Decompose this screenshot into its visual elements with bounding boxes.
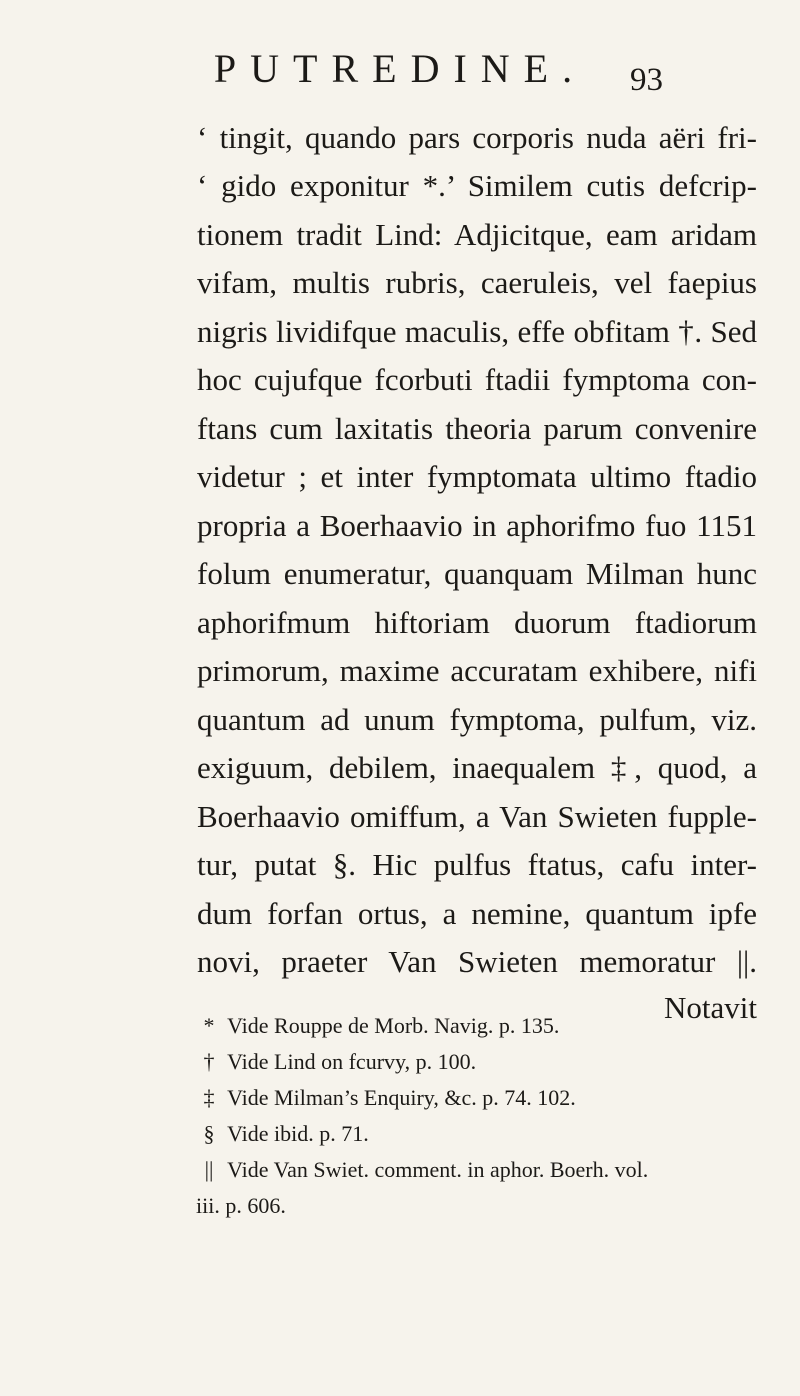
text-line: primorum, maxime accuratam exhibere, nifi xyxy=(197,653,757,688)
text-line: ‘ tingit, quando pars corporis nuda aëri fri- xyxy=(197,120,757,155)
text-line: aphorifmum hiftoriam duorum ftadiorum xyxy=(197,605,757,640)
footnote-mark: ‡ xyxy=(203,1085,215,1110)
text-line: novi, praeter Van Swieten memoratur ||. xyxy=(197,944,757,979)
footnote-mark: * xyxy=(203,1013,215,1038)
footnote-mark: † xyxy=(203,1049,215,1074)
footnote-mark: § xyxy=(203,1121,215,1146)
text-line: vifam, multis rubris, caeruleis, vel faepius xyxy=(197,265,757,300)
footnote xyxy=(196,1080,761,1116)
footnote-text: Vide Lind on fcurvy, p. 100. xyxy=(227,1049,477,1074)
text-line: Boerhaavio omiffum, a Van Swieten fupple- xyxy=(197,799,757,834)
footnote xyxy=(196,1044,761,1080)
text-line: exiguum, debilem, inaequalem ‡, quod, a xyxy=(197,750,757,785)
text-line: propria a Boerhaavio in aphorifmo fuo 1151 xyxy=(197,508,757,543)
text-line: quantum ad unum fymptoma, pulfum, viz. xyxy=(197,702,757,737)
footnote xyxy=(196,1152,761,1188)
text-line: tur, putat §. Hic pulfus ftatus, cafu inter- xyxy=(197,847,757,882)
footnote-mark: || xyxy=(204,1157,214,1182)
text-line: hoc cujufque fcorbuti ftadii fymptoma con- xyxy=(197,362,757,397)
footnote-text: Vide Milman’s Enquiry, &c. p. 74. 102. xyxy=(227,1085,576,1110)
footnote xyxy=(196,1116,761,1152)
text-line: videtur ; et inter fymptomata ultimo ftadio xyxy=(197,459,757,494)
text-line: dum forfan ortus, a nemine, quantum ipfe xyxy=(197,896,757,931)
footnote xyxy=(196,1008,761,1044)
footnote-text: Vide Van Swiet. comment. in aphor. Boerh. vol. xyxy=(227,1157,649,1182)
text-line: tionem tradit Lind: Adjicitque, eam aridam xyxy=(197,217,757,252)
text-line: folum enumeratur, quanquam Milman hunc xyxy=(197,556,757,591)
footnote-text: Vide Rouppe de Morb. Navig. p. 135. xyxy=(227,1013,560,1038)
footnote-continuation: iii. p. 606. xyxy=(196,1193,286,1218)
text-line: ‘ gido exponitur *.’ Similem cutis defcrip- xyxy=(197,168,757,203)
running-title: PUTREDINE. xyxy=(213,46,587,91)
footnote-text: Vide ibid. p. 71. xyxy=(227,1121,369,1146)
catchword: Notavit xyxy=(664,990,757,1025)
text-line: nigris lividifque maculis, effe obfitam †. Sed xyxy=(197,314,757,349)
text-line: ftans cum laxitatis theoria parum convenire xyxy=(197,411,757,446)
page-number: 93 xyxy=(630,62,663,98)
